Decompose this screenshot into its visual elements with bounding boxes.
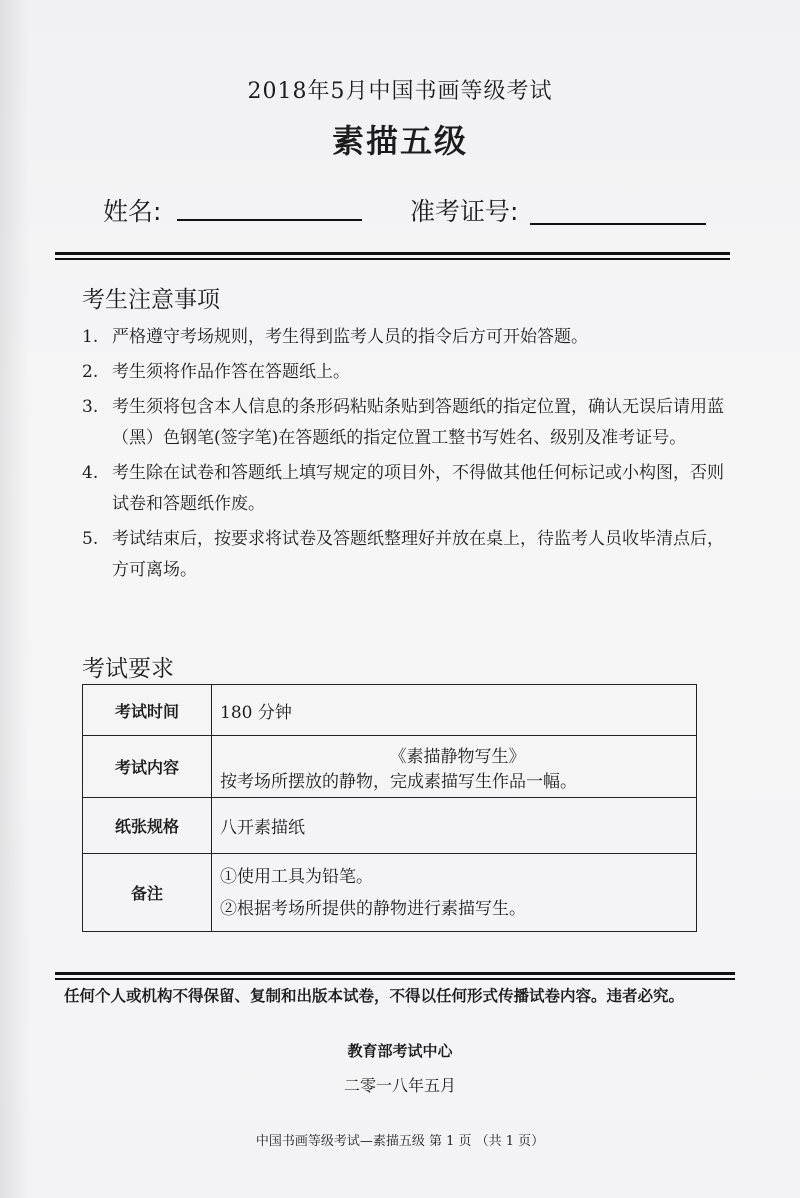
copyright-notice: 任何个人或机构不得保留、复制和出版本试卷，不得以任何形式传播试卷内容。违者必究。	[64, 987, 685, 1005]
issuer: 教育部考试中心	[347, 1042, 453, 1060]
notice-number: 2.	[82, 362, 99, 382]
ticket-number-label: 准考证号:	[410, 197, 519, 226]
notice-text: 严格遵守考场规则，考生得到监考人员的指令后方可开始答题。	[112, 327, 588, 347]
row-value	[212, 854, 697, 932]
row-label: 考试内容	[83, 736, 212, 798]
notice-item	[82, 357, 732, 388]
requirements-table	[82, 684, 697, 932]
table-row	[83, 736, 697, 798]
table-row	[83, 685, 697, 736]
row-label: 考试时间	[83, 685, 212, 736]
row-value	[212, 736, 697, 798]
exam-title: 2018年5月中国书画等级考试	[247, 79, 553, 104]
notice-number: 4.	[82, 463, 99, 483]
row-label: 纸张规格	[83, 798, 212, 854]
exam-subject: 素描五级	[331, 122, 468, 160]
content-topic: 《素描静物写生》	[389, 746, 526, 767]
notice-number: 3.	[82, 397, 99, 417]
note-line: ②根据考场所提供的静物进行素描写生。	[220, 898, 526, 919]
notice-item	[82, 322, 732, 353]
notice-number: 1.	[82, 327, 99, 347]
header-divider	[55, 252, 730, 260]
requirements-title: 考试要求	[82, 656, 174, 682]
notice-title: 考生注意事项	[82, 287, 220, 313]
name-label: 姓名:	[103, 197, 162, 226]
footer-divider	[55, 972, 735, 980]
notice-item	[82, 392, 732, 454]
row-value: 180 分钟	[212, 685, 697, 736]
notice-text: 考生须将包含本人信息的条形码粘贴条贴到答题纸的指定位置，确认无误后请用蓝（黑）色钢笔(签字笔)在答题纸的指定位置工整书写姓名、级别及准考证号。	[112, 397, 724, 448]
row-value: 八开素描纸	[212, 798, 697, 854]
notice-text: 考生除在试卷和答题纸上填写规定的项目外，不得做其他任何标记或小构图，否则试卷和答题纸作废。	[112, 463, 724, 514]
issue-date: 二零一八年五月	[343, 1076, 456, 1095]
ticket-number-blank-line	[530, 223, 706, 225]
table-row	[83, 854, 697, 932]
notice-text: 考试结束后，按要求将试卷及答题纸整理好并放在桌上，待监考人员收毕清点后，方可离场。	[112, 529, 724, 580]
content-description: 按考场所摆放的静物，完成素描写生作品一幅。	[220, 771, 577, 792]
name-blank-line	[177, 219, 362, 221]
notice-number: 5.	[82, 529, 99, 549]
table-row	[83, 798, 697, 854]
notice-item	[82, 458, 732, 520]
notice-list	[82, 322, 732, 590]
row-label: 备注	[83, 854, 212, 932]
page-edge-shadow	[0, 0, 30, 1198]
note-line: ①使用工具为铅笔。	[220, 866, 373, 887]
page-footer: 中国书画等级考试—素描五级 第 1 页 （共 1 页）	[255, 1134, 545, 1149]
notice-item	[82, 524, 732, 586]
notice-text: 考生须将作品作答在答题纸上。	[112, 362, 350, 382]
